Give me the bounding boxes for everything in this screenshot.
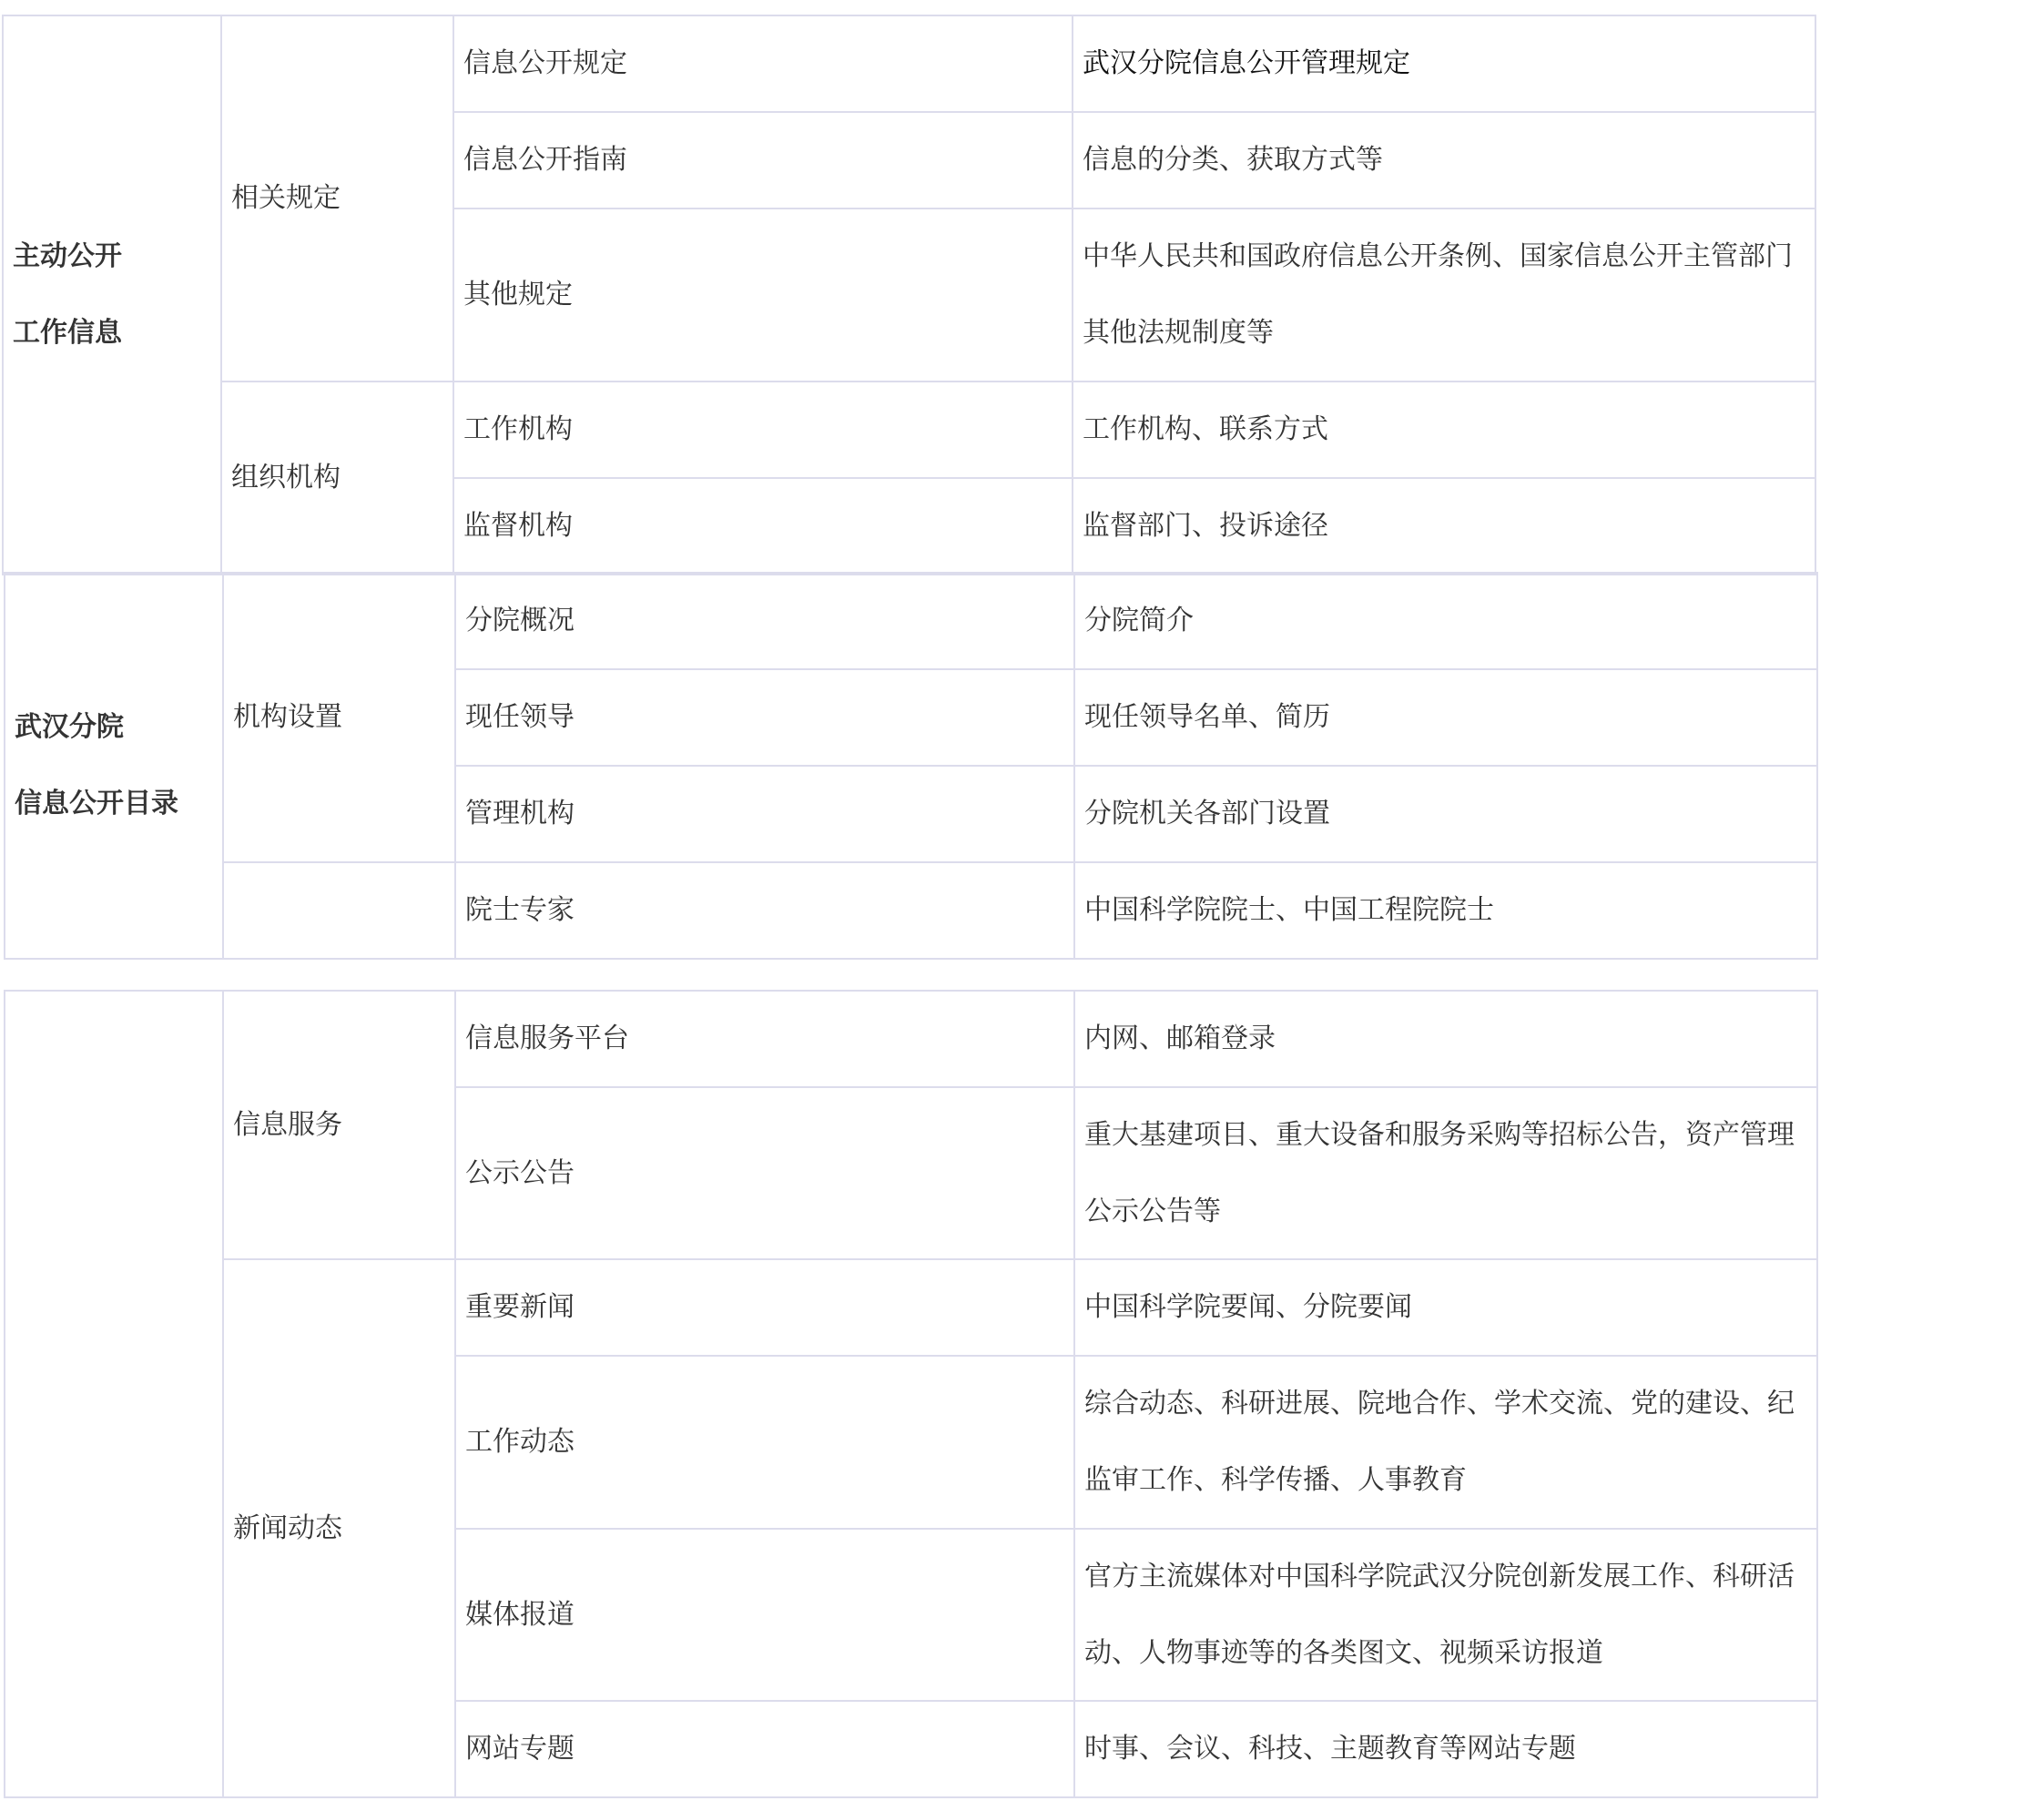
detail-cell: 中国科学院院士、中国工程院院士 <box>1074 862 1817 959</box>
item-cell: 公示公告 <box>455 1087 1074 1259</box>
section-title-line2: 信息公开目录 <box>15 788 178 819</box>
section-title-catalog <box>5 573 223 959</box>
detail-cell: 综合动态、科研进展、院地合作、学术交流、党的建设、纪监审工作、科学传播、人事教育 <box>1074 1356 1817 1529</box>
detail-cell: 分院机关各部门设置 <box>1074 766 1817 862</box>
section-title-empty <box>5 991 223 1797</box>
detail-cell: 中华人民共和国政府信息公开条例、国家信息公开主管部门其他法规制度等 <box>1073 209 1815 382</box>
item-cell: 分院概况 <box>455 573 1074 669</box>
detail-cell: 信息的分类、获取方式等 <box>1073 112 1815 209</box>
detail-cell: 时事、会议、科技、主题教育等网站专题 <box>1074 1701 1817 1797</box>
disclosure-table-services-news <box>4 990 1818 1798</box>
item-cell: 工作机构 <box>453 382 1073 478</box>
section-title-line1: 主动公开 <box>13 240 122 272</box>
item-cell: 信息服务平台 <box>455 991 1074 1087</box>
detail-cell: 内网、邮箱登录 <box>1074 991 1817 1087</box>
item-cell: 信息公开指南 <box>453 112 1073 209</box>
detail-cell: 现任领导名单、简历 <box>1074 669 1817 766</box>
detail-cell: 官方主流媒体对中国科学院武汉分院创新发展工作、科研活动、人物事迹等的各类图文、视频采访报道 <box>1074 1529 1817 1701</box>
item-cell: 监督机构 <box>453 478 1073 575</box>
item-cell: 工作动态 <box>455 1356 1074 1529</box>
category-cell: 相关规定 <box>221 15 453 382</box>
item-cell: 重要新闻 <box>455 1259 1074 1356</box>
category-cell: 信息服务 <box>223 991 455 1259</box>
disclosure-table-catalog <box>4 572 1818 960</box>
item-cell: 其他规定 <box>453 209 1073 382</box>
section-title-line2: 工作信息 <box>13 317 122 349</box>
category-cell: 组织机构 <box>221 382 453 575</box>
detail-cell: 中国科学院要闻、分院要闻 <box>1074 1259 1817 1356</box>
item-cell: 现任领导 <box>455 669 1074 766</box>
detail-cell: 武汉分院信息公开管理规定 <box>1073 15 1815 112</box>
detail-cell: 重大基建项目、重大设备和服务采购等招标公告，资产管理公示公告等 <box>1074 1087 1817 1259</box>
section-title-line1: 武汉分院 <box>15 711 124 743</box>
item-cell: 媒体报道 <box>455 1529 1074 1701</box>
detail-cell: 监督部门、投诉途径 <box>1073 478 1815 575</box>
item-cell: 院士专家 <box>455 862 1074 959</box>
section-title-work-info <box>3 15 221 575</box>
detail-cell: 分院简介 <box>1074 573 1817 669</box>
category-cell: 机构设置 <box>223 573 455 862</box>
category-cell <box>223 862 455 959</box>
detail-cell: 工作机构、联系方式 <box>1073 382 1815 478</box>
disclosure-table-work-info <box>2 15 1816 575</box>
item-cell: 管理机构 <box>455 766 1074 862</box>
category-cell: 新闻动态 <box>223 1259 455 1797</box>
item-cell: 网站专题 <box>455 1701 1074 1797</box>
item-cell: 信息公开规定 <box>453 15 1073 112</box>
